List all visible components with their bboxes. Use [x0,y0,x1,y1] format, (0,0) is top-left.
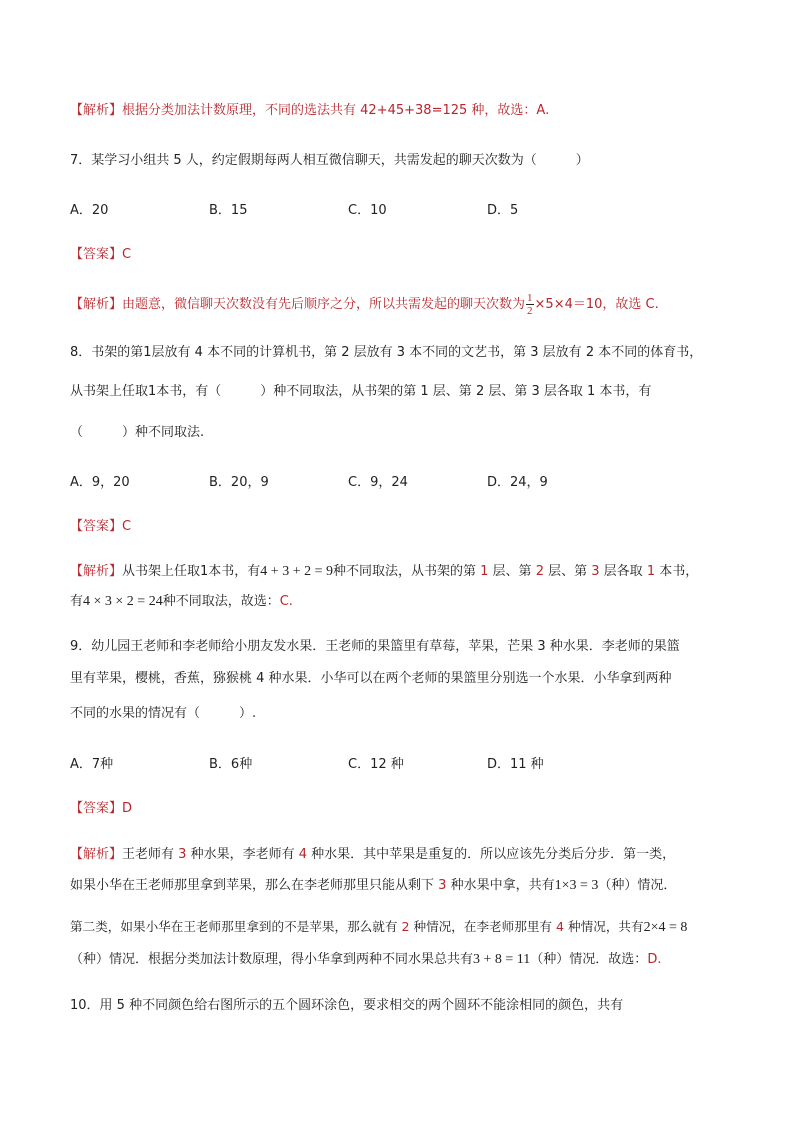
question-8-stem-line3: （ ）种不同取法. [70,425,205,440]
q7-answer: 【答案】C [70,247,132,262]
q8-option-d: D．24，9 [487,475,548,490]
q7-option-c: C．10 [348,203,387,218]
q9-option-d: D．11 种 [487,757,544,772]
q9-option-b: B．6种 [209,757,253,772]
q8-analysis-line2: 有4 × 3 × 2 = 24种不同取法，故选：C. [70,594,293,609]
q7-option-d: D．5 [487,203,519,218]
question-10-stem-line1: 10．用 5 种不同颜色给右图所示的五个圆环涂色，要求相交的两个圆环不能涂相同的颜色，共有 [70,998,624,1013]
question-8-stem-line1: 8．书架的第1层放有 4 本不同的计算机书，第 2 层放有 3 本不同的文艺书，第 3 层放有 2 本不同的体育书， [70,345,703,360]
analysis-line: 【解析】根据分类加法计数原理，不同的选法共有 42+45+38=125 种，故选：A. [70,103,550,118]
q8-answer: 【答案】C [70,519,132,534]
fraction-one-half: $\frac{1}{2}$ [527,292,533,317]
q8-option-c: C．9，24 [348,475,408,490]
q7-analysis: 【解析】由题意，微信聊天次数没有先后顺序之分，所以共需发起的聊天次数为 $\frac{1}{2}$ ×5×4＝10，故选 C. [70,292,659,317]
q9-answer: 【答案】D [70,801,133,816]
q8-analysis-line1: 【解析】从书架上任取1本书，有4 + 3 + 2 = 9种不同取法，从书架的第 1 层、第 2 层、第 3 层各取 1 本书， [70,564,699,579]
q7-option-b: B．15 [209,203,248,218]
q9-option-a: A．7种 [70,757,114,772]
q9-analysis-line2: 如果小华在王老师那里拿到苹果，那么在李老师那里只能从剩下 3 种水果中拿，共有1×3 = 3（种）情况． [70,878,677,893]
question-9-stem-line1: 9．幼儿园王老师和李老师给小朋友发水果．王老师的果篮里有草莓，苹果，芒果 3 种水果．李老师的果篮 [70,639,680,654]
question-8-stem-line2: 从书架上任取1本书，有（ ）种不同取法，从书架的第 1 层、第 2 层、第 3 层各取 1 本书，有 [70,384,652,399]
q9-analysis-line1: 【解析】王老师有 3 种水果，李老师有 4 种水果．其中苹果是重复的．所以应该先分类后分步．第一类， [70,847,676,862]
q7-option-a: A．20 [70,203,109,218]
q9-analysis-line3: 第二类，如果小华在王老师那里拿到的不是苹果，那么就有 2 种情况，在李老师那里有 4 种情况，共有2×4 = 8 [70,919,688,935]
question-7-stem: 7．某学习小组共 5 人，约定假期每两人相互微信聊天，共需发起的聊天次数为（ ） [70,153,589,168]
q8-option-b: B．20，9 [209,475,269,490]
analysis-tag: 【解析】 [70,103,123,118]
question-9-stem-line2: 里有苹果，樱桃，香蕉，猕猴桃 4 种水果．小华可以在两个老师的果篮里分别选一个水果．小华拿到两种 [70,671,672,686]
q9-option-c: C．12 种 [348,757,404,772]
q9-analysis-line4: （种）情况．根据分类加法计数原理，得小华拿到两种不同水果总共有3 + 8 = 11（种）情况．故选：D. [70,952,662,967]
q8-option-a: A．9，20 [70,475,130,490]
question-9-stem-line3: 不同的水果的情况有（ ）. [70,706,257,721]
